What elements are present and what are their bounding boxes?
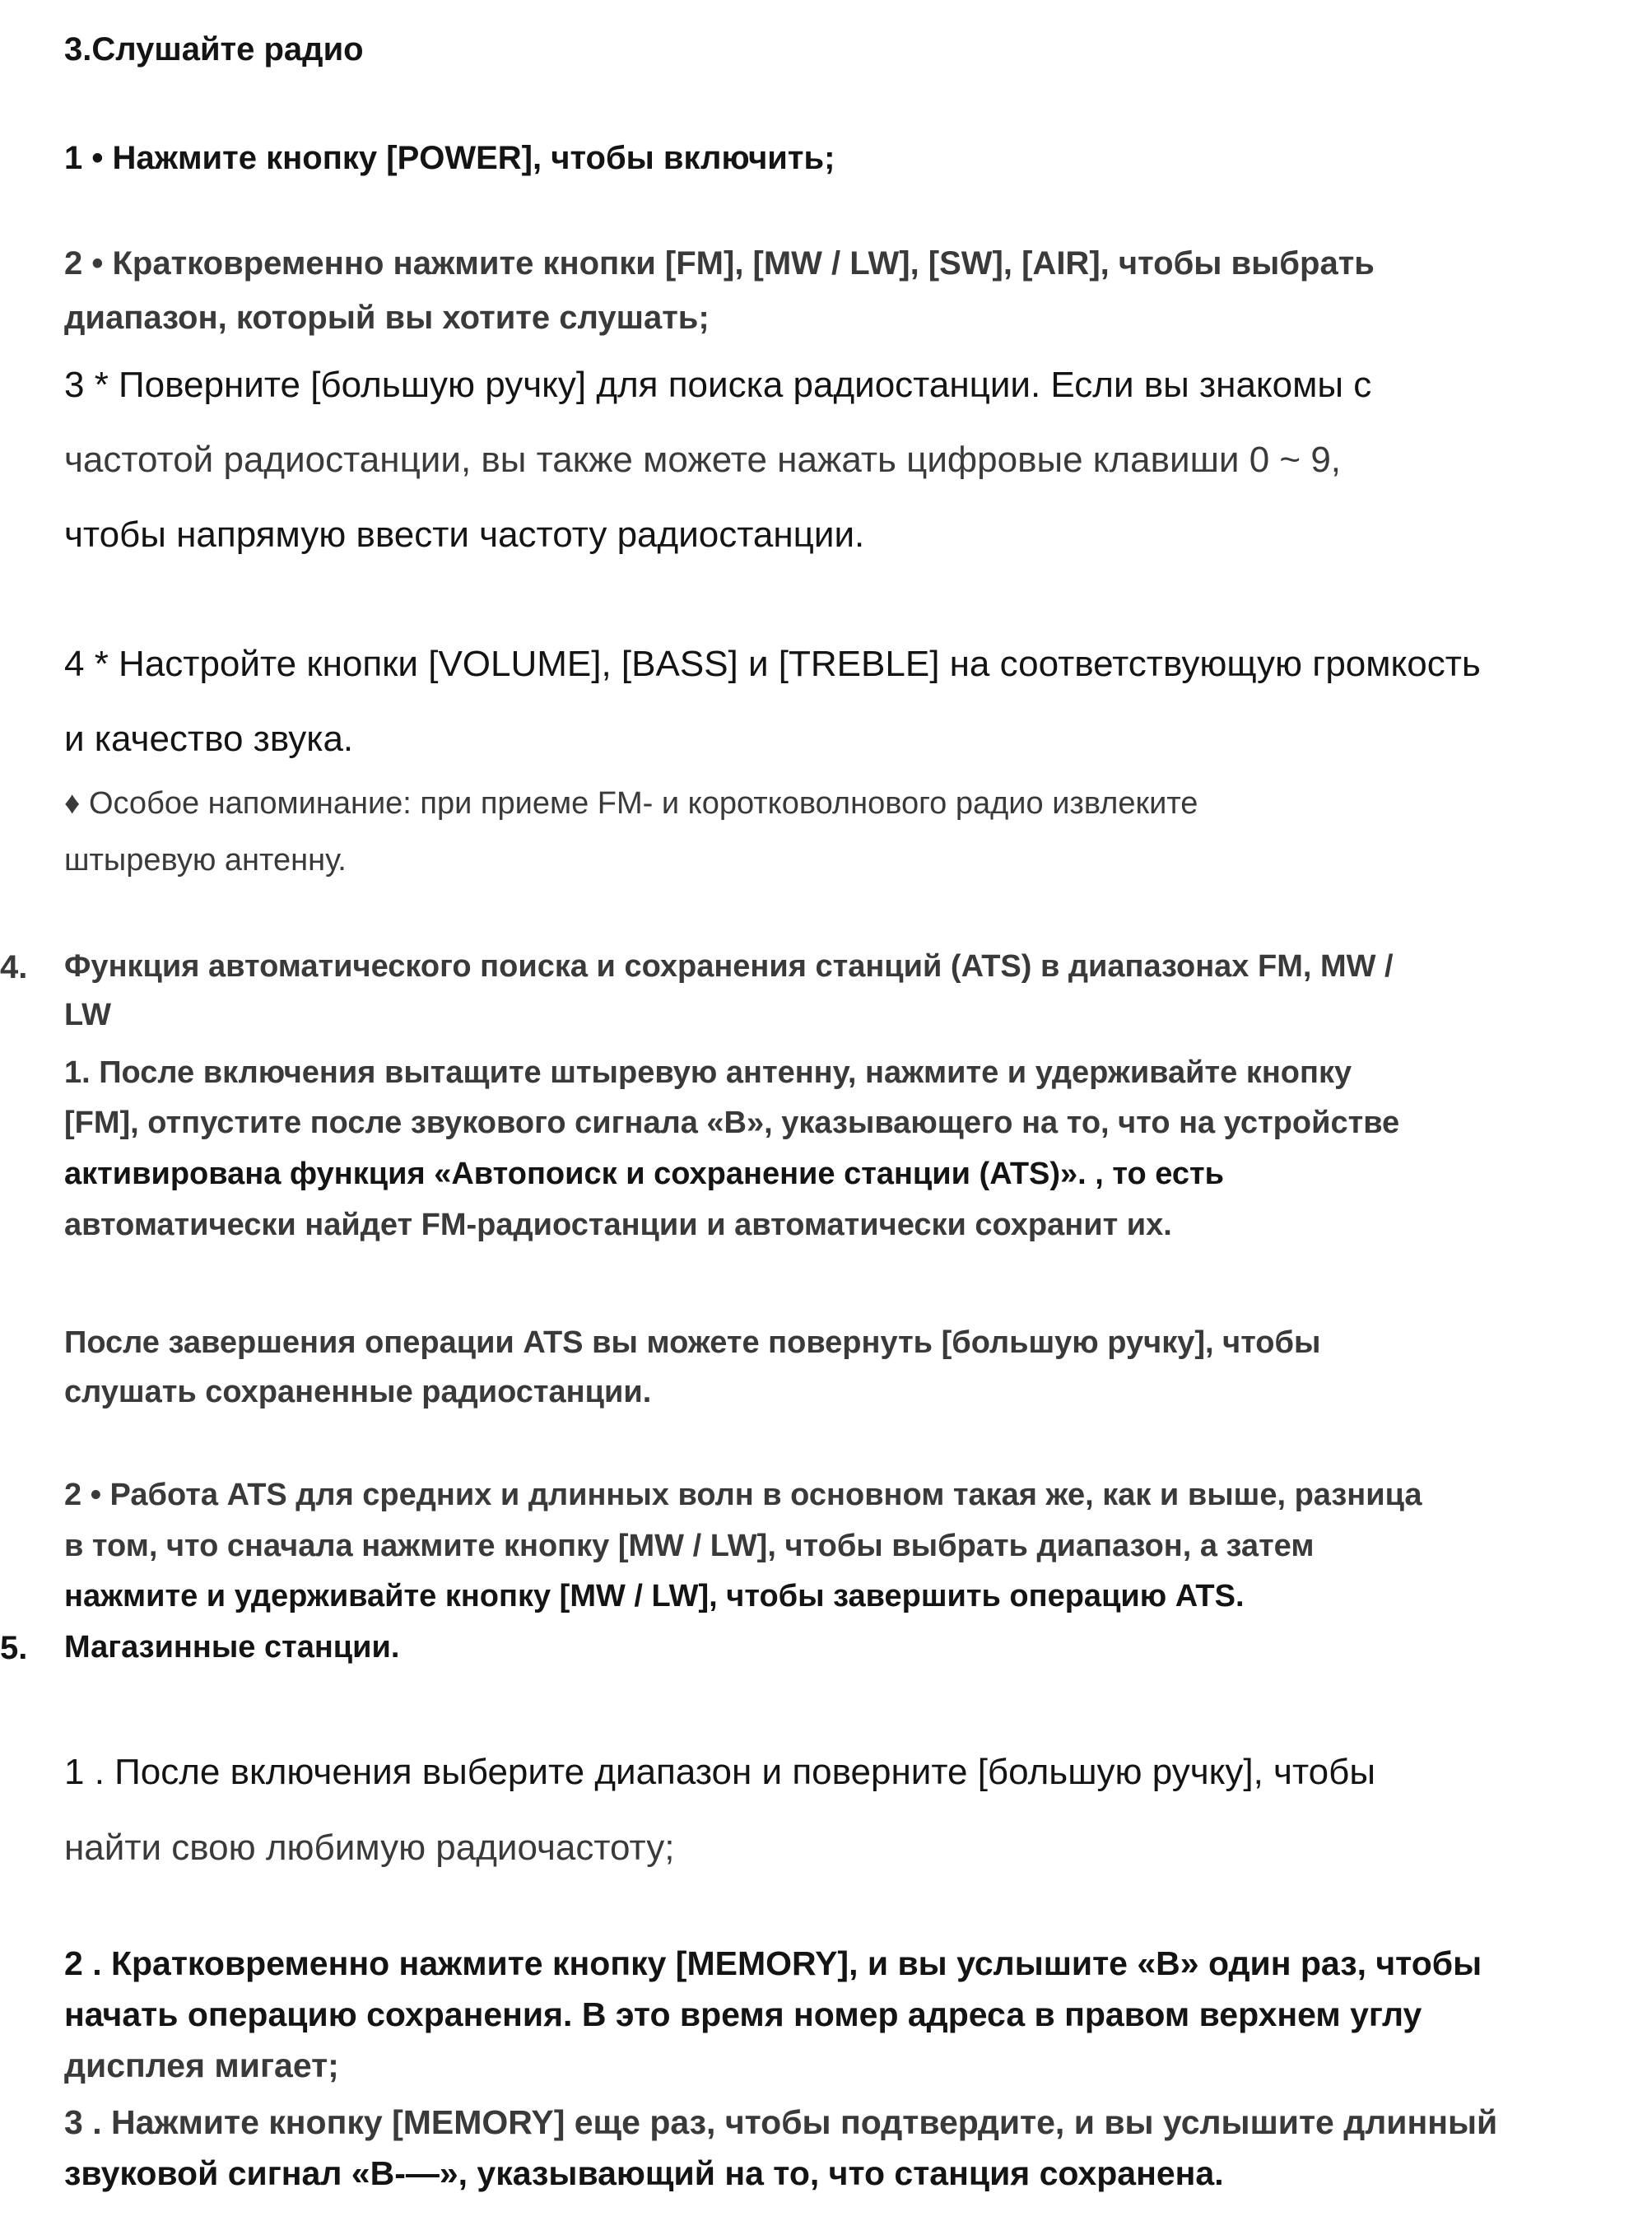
section-3-note-line-2: штыревую антенну.: [64, 843, 347, 878]
section-4-p2-line-1: После завершения операции ATS вы можете повернуть [большую ручку], чтобы: [64, 1325, 1321, 1360]
section-5-p1-line-2: найти свою любимую радиочастоту;: [64, 1828, 675, 1868]
section-5-p3-line-1: 3 . Нажмите кнопку [MEMORY] еще раз, чтобы подтвердите, и вы услышите длинный: [64, 2103, 1498, 2141]
section-4-p1-line-1: 1. После включения вытащите штыревую антенну, нажмите и удерживайте кнопку: [64, 1055, 1352, 1090]
section-4-p3-line-2: в том, что сначала нажмите кнопку [MW / LW], чтобы выбрать диапазон, а затем: [64, 1529, 1315, 1563]
section-3-step-3-line-1: 3 * Поверните [большую ручку] для поиска радиостанции. Если вы знакомы с: [64, 365, 1372, 405]
section-5-number: 5.: [0, 1630, 28, 1666]
section-4-p1-line-3: активирована функция «Автопоиск и сохранение станции (ATS)». , то есть: [64, 1157, 1225, 1191]
section-4-p1-line-2: [FM], отпустите после звукового сигнала «В», указывающего на то, что на устройстве: [64, 1106, 1400, 1140]
section-5-p2-line-1: 2 . Кратковременно нажмите кнопку [MEMORY], и вы услышите «В» один раз, чтобы: [64, 1944, 1482, 1982]
section-4-p2-line-2: слушать сохраненные радиостанции.: [64, 1375, 652, 1409]
section-3-step-3-line-3: чтобы напрямую ввести частоту радиостанции.: [64, 515, 865, 555]
section-3-step-1: 1 • Нажмите кнопку [POWER], чтобы включить;: [64, 140, 835, 176]
section-5-p2-line-3: дисплея мигает;: [64, 2046, 339, 2084]
section-3-step-2-line-1: 2 • Кратковременно нажмите кнопки [FM], [MW / LW], [SW], [AIR], чтобы выбрать: [64, 245, 1375, 282]
section-4-p3-line-1: 2 • Работа ATS для средних и длинных волн в основном такая же, как и выше, разница: [64, 1478, 1422, 1512]
section-3-step-4-line-1: 4 * Настройте кнопки [VOLUME], [BASS] и [TREBLE] на соответствующую громкость: [64, 644, 1481, 684]
section-5-title: Магазинные станции.: [64, 1630, 400, 1665]
section-5-p3-line-2: звуковой сигнал «В-—», указывающий на то, что станция сохранена.: [64, 2154, 1224, 2192]
section-4-number: 4.: [0, 949, 28, 985]
section-3-step-2-line-2: диапазон, который вы хотите слушать;: [64, 300, 710, 336]
section-3-step-3-line-2: частотой радиостанции, вы также можете нажать цифровые клавиши 0 ~ 9,: [64, 440, 1342, 480]
section-4-p1-line-4: автоматически найдет FM-радиостанции и автоматически сохранит их.: [64, 1208, 1172, 1242]
section-3-title: 3.Слушайте радио: [64, 31, 364, 68]
section-4-p3-line-3: нажмите и удерживайте кнопку [MW / LW], чтобы завершить операцию ATS.: [64, 1579, 1245, 1613]
section-5-p2-line-2: начать операцию сохранения. В это время номер адреса в правом верхнем углу: [64, 1995, 1422, 2033]
section-3-step-4-line-2: и качество звука.: [64, 719, 354, 759]
section-5-p1-line-1: 1 . После включения выберите диапазон и поверните [большую ручку], чтобы: [64, 1752, 1375, 1792]
section-4-title-line-1: Функция автоматического поиска и сохранения станций (ATS) в диапазонах FM, MW /: [64, 949, 1394, 984]
section-3-note-line-1: ♦ Особое напоминание: при приеме FM- и коротковолнового радио извлеките: [64, 786, 1198, 821]
section-4-title-line-2: LW: [64, 998, 111, 1032]
